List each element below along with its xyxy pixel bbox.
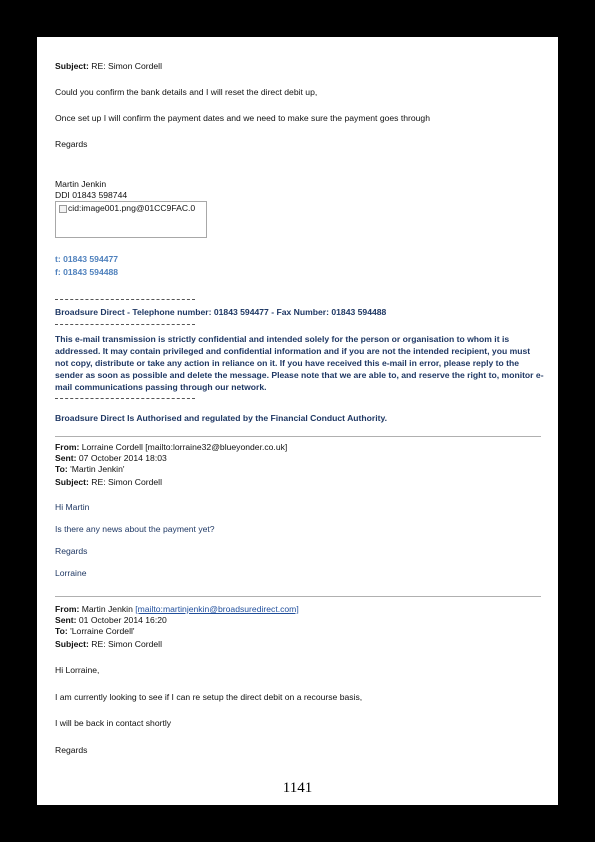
subject-value: RE: Simon Cordell [88,477,162,487]
email-divider [55,436,541,437]
email3-from [55,604,299,615]
subject-value: RE: Simon Cordell [88,639,162,649]
email1-body-line2: Once set up I will confirm the payment dates and we need to make sure the payment goes through [55,113,430,123]
email3-to [55,626,135,637]
email3-subject [55,639,162,650]
regulatory-notice: Broadsure Direct Is Authorised and regulated by the Financial Conduct Authority. [55,413,388,423]
sent-value: 07 October 2014 18:03 [76,453,167,463]
separator-line [55,398,195,399]
from-value: Lorraine Cordell [mailto:lorraine32@blueyonder.co.uk] [79,442,288,452]
email2-greeting: Hi Martin [55,502,90,512]
email3-body-line1: I am currently looking to see if I can re setup the direct debit on a recourse basis, [55,692,363,702]
from-label: From: [55,604,80,614]
subject-label: Subject: [55,639,89,649]
mailto-link[interactable]: [mailto:martinjenkin@broadsuredirect.com] [135,604,299,614]
email2-sign: Lorraine [55,568,87,578]
to-value: 'Lorraine Cordell' [67,626,135,636]
email2-from [55,442,287,453]
to-label: To: [55,626,68,636]
telephone: t: 01843 594477 [55,254,119,264]
email1-body-line1: Could you confirm the bank details and I will reset the direct debit up, [55,87,318,97]
email3-regards: Regards [55,745,88,755]
signature-ddi: DDI 01843 598744 [55,190,128,200]
email2-regards: Regards [55,546,88,556]
email3-body-line2: I will be back in contact shortly [55,718,172,728]
email2-to [55,464,125,475]
fax: f: 01843 594488 [55,267,119,277]
image-alt-text: cid:image001.png@01CC9FAC.0 [68,203,196,213]
signature-image-placeholder [55,201,207,238]
email2-sent [55,453,167,464]
email3-sent [55,615,167,626]
to-value: 'Martin Jenkin' [67,464,125,474]
email3-greeting: Hi Lorraine, [55,665,100,675]
to-label: To: [55,464,68,474]
email2-subject [55,477,162,488]
sent-label: Sent: [55,615,77,625]
company-contact-line: Broadsure Direct - Telephone number: 01843 594477 - Fax Number: 01843 594488 [55,307,387,317]
email-divider [55,596,541,597]
page-number: 1141 [282,780,313,796]
broken-image-icon [59,205,67,213]
separator-line [55,299,195,300]
signature-name: Martin Jenkin [55,179,107,189]
subject-label: Subject: [55,61,89,71]
subject-value: RE: Simon Cordell [88,61,162,71]
email2-body: Is there any news about the payment yet? [55,524,215,534]
document-page [37,37,558,805]
confidentiality-disclaimer: This e-mail transmission is strictly confidential and intended solely for the person or organisation to whom it is addressed. It may contain privileged and confidential information and if you are not the intended recipient, you must not copy, distribute or take any action in reliance on it. If you have received this e-mail in error, please reply to the sender as soon as possible and delete the message. Please note that we are able to, and reserve the right to, monitor e-mail communications passing through our network. [55,334,544,392]
email1-regards: Regards [55,139,88,149]
sent-value: 01 October 2014 16:20 [76,615,167,625]
sent-label: Sent: [55,453,77,463]
from-label: From: [55,442,80,452]
from-name: Martin Jenkin [79,604,136,614]
email1-subject [55,61,162,72]
separator-line [55,324,195,325]
subject-label: Subject: [55,477,89,487]
